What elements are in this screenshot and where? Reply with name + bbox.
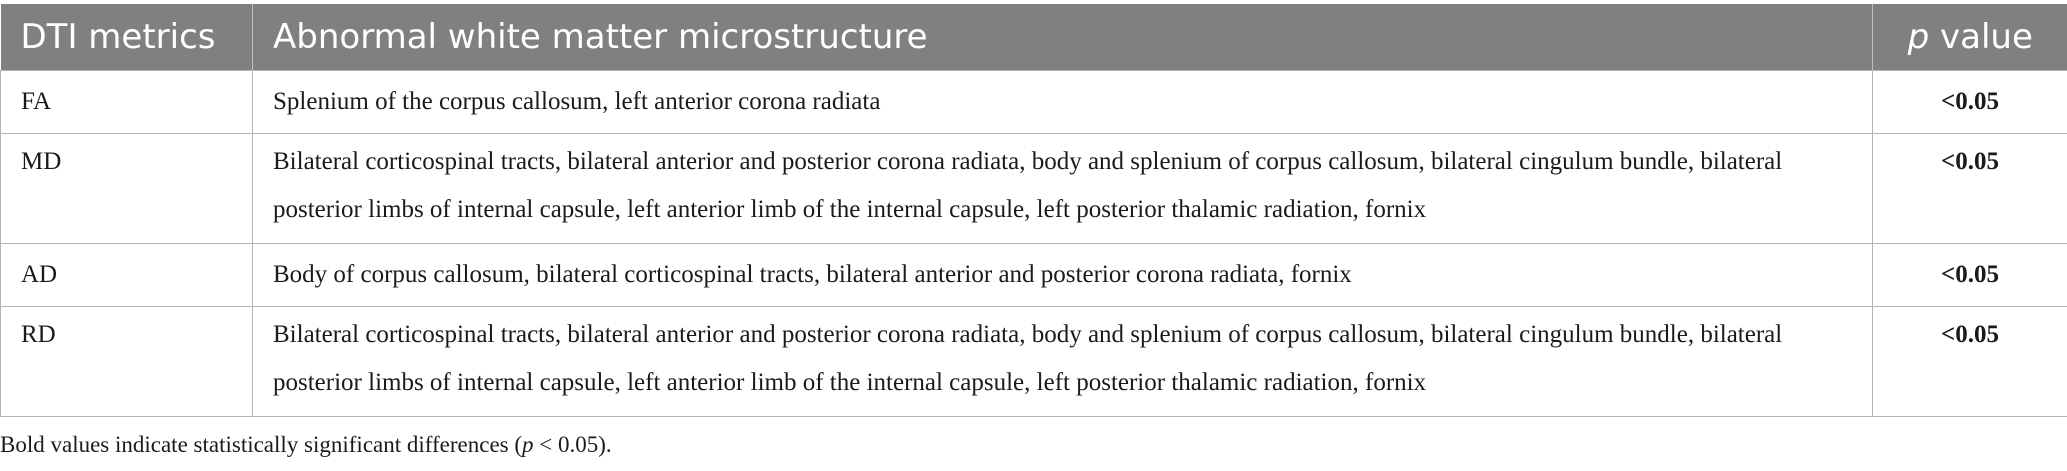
header-p-value xyxy=(1873,4,2067,70)
footnote-after: < 0.05). xyxy=(533,432,612,457)
footnote-p-italic: p xyxy=(522,432,534,457)
row-structure: Bilateral corticospinal tracts, bilateral anterior and posterior corona radiata, body and splenium of corpus callosum, bilateral cingulum bundle, bilateral posterior limbs of internal capsule, left anterior limb of the internal capsule, left posterior thalamic radiation, fornix xyxy=(253,306,1873,416)
table-header xyxy=(1,4,2067,70)
row-structure: Splenium of the corpus callosum, left anterior corona radiata xyxy=(253,70,1873,133)
dti-results-table xyxy=(0,4,2067,417)
row-p-value: <0.05 xyxy=(1873,306,2067,416)
row-metric: AD xyxy=(1,243,253,306)
header-abnormal-structure: Abnormal white matter microstructure xyxy=(253,4,1873,70)
header-dti-metrics: DTI metrics xyxy=(1,4,253,70)
table-footnote xyxy=(0,432,612,458)
row-p-value: <0.05 xyxy=(1873,133,2067,243)
row-metric: RD xyxy=(1,306,253,416)
header-p-italic: p xyxy=(1907,16,1930,57)
table-body xyxy=(1,70,2067,416)
header-row xyxy=(1,4,2067,70)
table-row xyxy=(1,243,2067,306)
row-structure: Bilateral corticospinal tracts, bilateral anterior and posterior corona radiata, body and splenium of corpus callosum, bilateral cingulum bundle, bilateral posterior limbs of internal capsule, left anterior limb of the internal capsule, left posterior thalamic radiation, fornix xyxy=(253,133,1873,243)
row-metric: FA xyxy=(1,70,253,133)
row-metric: MD xyxy=(1,133,253,243)
table-row xyxy=(1,70,2067,133)
row-structure: Body of corpus callosum, bilateral corticospinal tracts, bilateral anterior and posterior corona radiata, fornix xyxy=(253,243,1873,306)
row-p-value: <0.05 xyxy=(1873,70,2067,133)
table-row xyxy=(1,306,2067,416)
table-row xyxy=(1,133,2067,243)
dti-results-table-wrap xyxy=(0,4,2067,417)
header-p-rest: value xyxy=(1929,16,2033,57)
row-p-value: <0.05 xyxy=(1873,243,2067,306)
footnote-before: Bold values indicate statistically significant differences ( xyxy=(0,432,523,457)
